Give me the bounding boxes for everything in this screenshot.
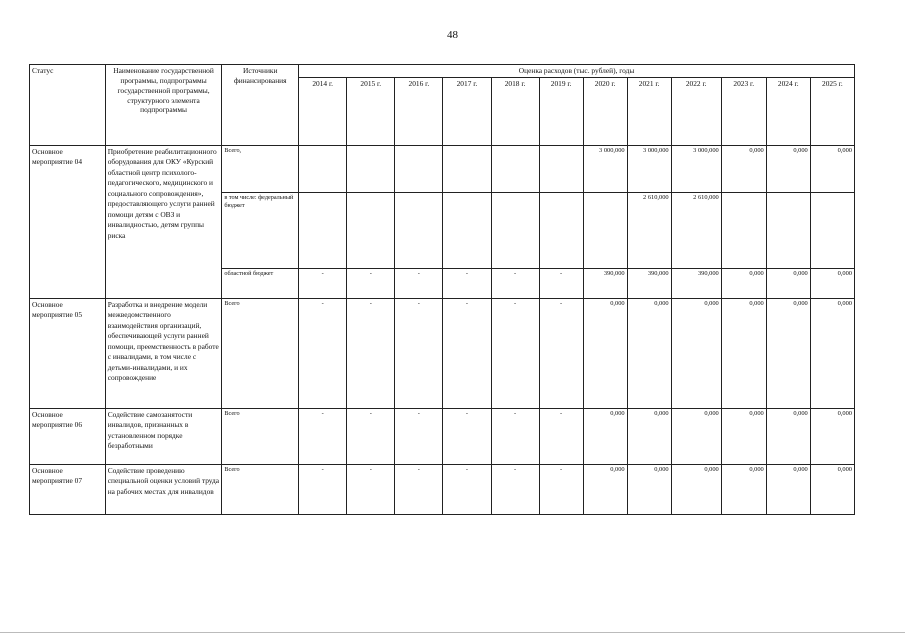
row-value: 2 610,000 [671,192,721,268]
row-value: 0,000 [721,298,766,408]
row-value: - [395,464,443,514]
row-value: - [539,464,583,514]
header-year: 2014 г. [299,77,347,145]
header-year: 2025 г. [810,77,854,145]
row-name: Приобретение реабилитационного оборудования для ОКУ «Курский областной центр психолого-педагогического, медицинского и социального сопровождения», предоставляющего услуги ранней помощи детям с ОВЗ и инвалидностью, детям группы риска [105,145,222,298]
header-estimate: Оценка расходов (тыс. рублей), годы [299,65,855,78]
header-year: 2016 г. [395,77,443,145]
row-value: 0,000 [583,464,627,514]
row-value: 0,000 [810,145,854,192]
row-status: Основное мероприятие 04 [30,145,106,298]
row-value [395,192,443,268]
table-row [30,408,855,464]
table-row [30,145,855,192]
row-value: 0,000 [671,298,721,408]
row-value: 0,000 [721,408,766,464]
row-value: 0,000 [721,268,766,298]
row-value: - [443,298,491,408]
row-value: - [347,464,395,514]
row-value [721,192,766,268]
row-value: 390,000 [627,268,671,298]
row-status: Основное мероприятие 05 [30,298,106,408]
row-value [766,192,810,268]
row-status: Основное мероприятие 06 [30,408,106,464]
row-value: - [395,268,443,298]
row-value: 390,000 [671,268,721,298]
row-value [583,192,627,268]
page-bottom-edge [0,632,905,633]
row-value: 0,000 [766,464,810,514]
row-value: - [491,298,539,408]
row-value: - [491,408,539,464]
row-value: 0,000 [671,408,721,464]
header-year: 2018 г. [491,77,539,145]
row-value: 0,000 [766,298,810,408]
row-value: - [491,268,539,298]
header-year: 2015 г. [347,77,395,145]
header-year: 2023 г. [721,77,766,145]
row-value: 0,000 [627,298,671,408]
row-value: - [443,268,491,298]
row-value: 3 000,000 [671,145,721,192]
header-year: 2024 г. [766,77,810,145]
row-value [347,145,395,192]
expenses-table [29,64,855,515]
row-source: областной бюджет [222,268,299,298]
row-value: 0,000 [766,268,810,298]
row-value [299,192,347,268]
row-value: - [347,408,395,464]
row-value: - [299,464,347,514]
row-status: Основное мероприятие 07 [30,464,106,514]
row-value: - [443,408,491,464]
row-value [491,145,539,192]
row-value: - [347,298,395,408]
row-value: 0,000 [766,145,810,192]
row-value: - [299,408,347,464]
table-row [30,298,855,408]
row-value [810,192,854,268]
row-value: - [395,298,443,408]
row-name: Содействие самозанятости инвалидов, признанных в установленном порядке безработными [105,408,222,464]
header-year: 2020 г. [583,77,627,145]
row-value: - [539,408,583,464]
row-value: 0,000 [583,298,627,408]
row-value [299,145,347,192]
row-source: Всего [222,464,299,514]
row-value: - [299,298,347,408]
header-year: 2022 г. [671,77,721,145]
row-value: 0,000 [721,145,766,192]
row-value: - [299,268,347,298]
row-value: 0,000 [583,408,627,464]
row-value: 0,000 [671,464,721,514]
row-value: 390,000 [583,268,627,298]
row-name: Содействие проведению специальной оценки условий труда на рабочих местах для инвалидов [105,464,222,514]
row-value: 0,000 [810,408,854,464]
row-value: - [443,464,491,514]
row-value: - [395,408,443,464]
row-value [539,192,583,268]
row-source: Всего [222,298,299,408]
row-value: 2 610,000 [627,192,671,268]
row-source: Всего [222,408,299,464]
row-value: - [539,268,583,298]
row-value: 3 000,000 [627,145,671,192]
row-value [443,192,491,268]
row-value [443,145,491,192]
row-value [395,145,443,192]
row-value: - [539,298,583,408]
row-value [491,192,539,268]
header-year: 2017 г. [443,77,491,145]
row-value [347,192,395,268]
header-source: Источники финансирования [222,65,299,146]
row-value: - [491,464,539,514]
row-value: 0,000 [810,298,854,408]
row-value: 0,000 [627,464,671,514]
header-year: 2019 г. [539,77,583,145]
row-value: 0,000 [627,408,671,464]
row-value [539,145,583,192]
header-status: Статус [30,65,106,146]
header-name: Наименование государственной программы, подпрограммы государственной программы, структурного элемента подпрограммы [105,65,222,146]
row-value: 0,000 [721,464,766,514]
row-source: Всего, [222,145,299,192]
row-value: - [347,268,395,298]
row-value: 3 000,000 [583,145,627,192]
row-name: Разработка и внедрение модели межведомственного взаимодействия организаций, обеспечивающей услуги ранней помощи, преемственность в работе с инвалидами, в том числе с детьми-инвалидами, и их сопровождение [105,298,222,408]
page-number: 48 [447,29,458,41]
row-source: в том числе: федеральный бюджет [222,192,299,268]
row-value: 0,000 [810,268,854,298]
table-row [30,464,855,514]
header-year: 2021 г. [627,77,671,145]
row-value: 0,000 [810,464,854,514]
row-value: 0,000 [766,408,810,464]
